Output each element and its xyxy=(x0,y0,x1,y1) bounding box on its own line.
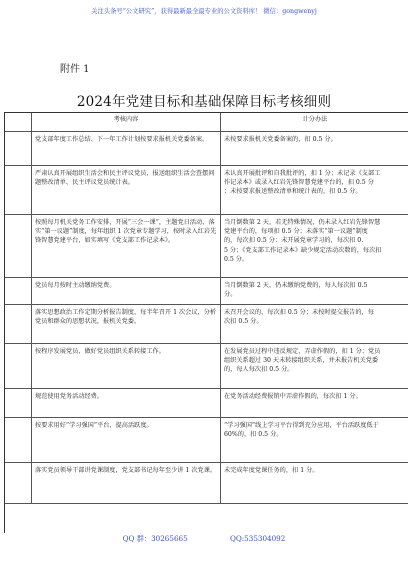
qq-group-text: QQ 群：30265665 xyxy=(122,534,188,543)
content-cell: 落实党员领导干部讲党课制度，党支部书记每年至少讲 1 次党课。 xyxy=(32,463,221,503)
scoring-cell: 未按要求报机关党委备案的，扣 0.5 分。 xyxy=(224,136,337,143)
row-index-cell xyxy=(5,166,32,214)
content-cell: 按要求用好“学习强国”平台，提高活跃度。 xyxy=(32,418,221,462)
row-index-cell xyxy=(5,389,32,417)
table-row xyxy=(5,389,408,418)
row-index-cell xyxy=(5,463,32,503)
table-header-row xyxy=(5,113,408,132)
table-row xyxy=(5,166,408,215)
row-index-cell xyxy=(5,215,32,277)
assessment-table xyxy=(4,112,408,533)
table-row xyxy=(5,278,408,305)
scoring-cell: 在党务活动经费报销中弄虚作假的，每次扣 1 分。 xyxy=(224,393,362,400)
row-index-cell xyxy=(5,278,32,304)
header-content: 考核内容 xyxy=(32,113,221,131)
content-cell: 党员每月按时主动缴纳党费。 xyxy=(32,278,221,304)
scoring-cell: 未完成年度党课任务的，扣 1 分。 xyxy=(224,467,319,474)
top-banner: 关注头条号“公文研究”，获得最新最全最专业的公文资料库！ 微信：gongwenyj xyxy=(91,8,317,15)
scoring-cell: 当月倒数第 2 天，若无特殊情况，仍未录入红岩先锋智慧 党建平台的，每项扣 0.5 分；未落实“第一议题”制度 的，每次扣 0.5 分；未开展党章学习的，每次扣 0. 5 分；《党支部工作记录本》缺少规定活动次数的，每次扣 0.5 分。 xyxy=(224,219,382,263)
row-index-cell xyxy=(5,344,32,388)
document-title: 2024年党建目标和基础保障目标考核细则 xyxy=(76,94,332,110)
header-index xyxy=(5,113,32,131)
attachment-label: 附件 1 xyxy=(60,64,90,75)
table-row xyxy=(5,418,408,463)
scoring-cell: 未召开会议的，每次扣 0.5 分；未按时提交报告的，每 次扣 0.5 分。 xyxy=(224,309,374,326)
table-row xyxy=(5,463,408,504)
row-index-cell xyxy=(5,132,32,165)
table-row xyxy=(5,132,408,166)
content-cell: 落实思想政治工作定期分析报告制度，每半年召开 1 次会议，分析党员和群众的思想状况，报机关党委。 xyxy=(32,305,221,343)
qq-text: QQ:535304092 xyxy=(229,534,286,543)
table-row xyxy=(5,215,408,278)
content-cell: 按照每月机关党务工作安排，开展“三会一课”，主题党日活动，落实“第一议题”制度，每年组织 1 次党章专题学习，按时录入红岩先锋智慧党建平台，如实填写《党支部工作记录本》。 xyxy=(32,215,221,277)
content-cell: 按程序发展党员，做好党员组织关系转接工作。 xyxy=(32,344,221,388)
table-row xyxy=(5,305,408,344)
content-cell: 党支部年度工作总结、下一年工作计划按要求报机关党委备案。 xyxy=(32,132,221,165)
scoring-cell: “学习强国”线上学习平台得到充分应用，平台活跃度低于 60%的，扣 0.5 分。 xyxy=(224,422,379,439)
table-row xyxy=(5,344,408,389)
content-cell: 规范使用党务活动经费。 xyxy=(32,389,221,417)
header-scoring: 计分办法 xyxy=(302,116,328,123)
scoring-cell: 未认真开展批评和自我批评的，扣 1 分；未记录《支部工 作记录本》或录入红岩先锋智慧党建平台的，扣 0.5 分 ；未按要求报送整改清单和统计表的，扣 0.5 分。 xyxy=(224,170,381,196)
row-index-cell xyxy=(5,305,32,343)
scoring-cell: 当月倒数第 2 天，仍未缴纳党费的，每人每次扣 0.5 分。 xyxy=(224,282,368,299)
content-cell: 严肃认真开展组织生活会和民主评议党员，报送组织生活会查摆问题整改清单、民主评议党员统计表。 xyxy=(32,166,221,214)
row-index-cell xyxy=(5,418,32,462)
footer-contact xyxy=(0,534,408,544)
scoring-cell: 在发展党员过程中违反规定、弄虚作假的，扣 1 分；党员 组织关系超过 30 天未转接组织关系，并未报告机关党委 的，每人每次扣 0.5 分。 xyxy=(224,348,381,374)
